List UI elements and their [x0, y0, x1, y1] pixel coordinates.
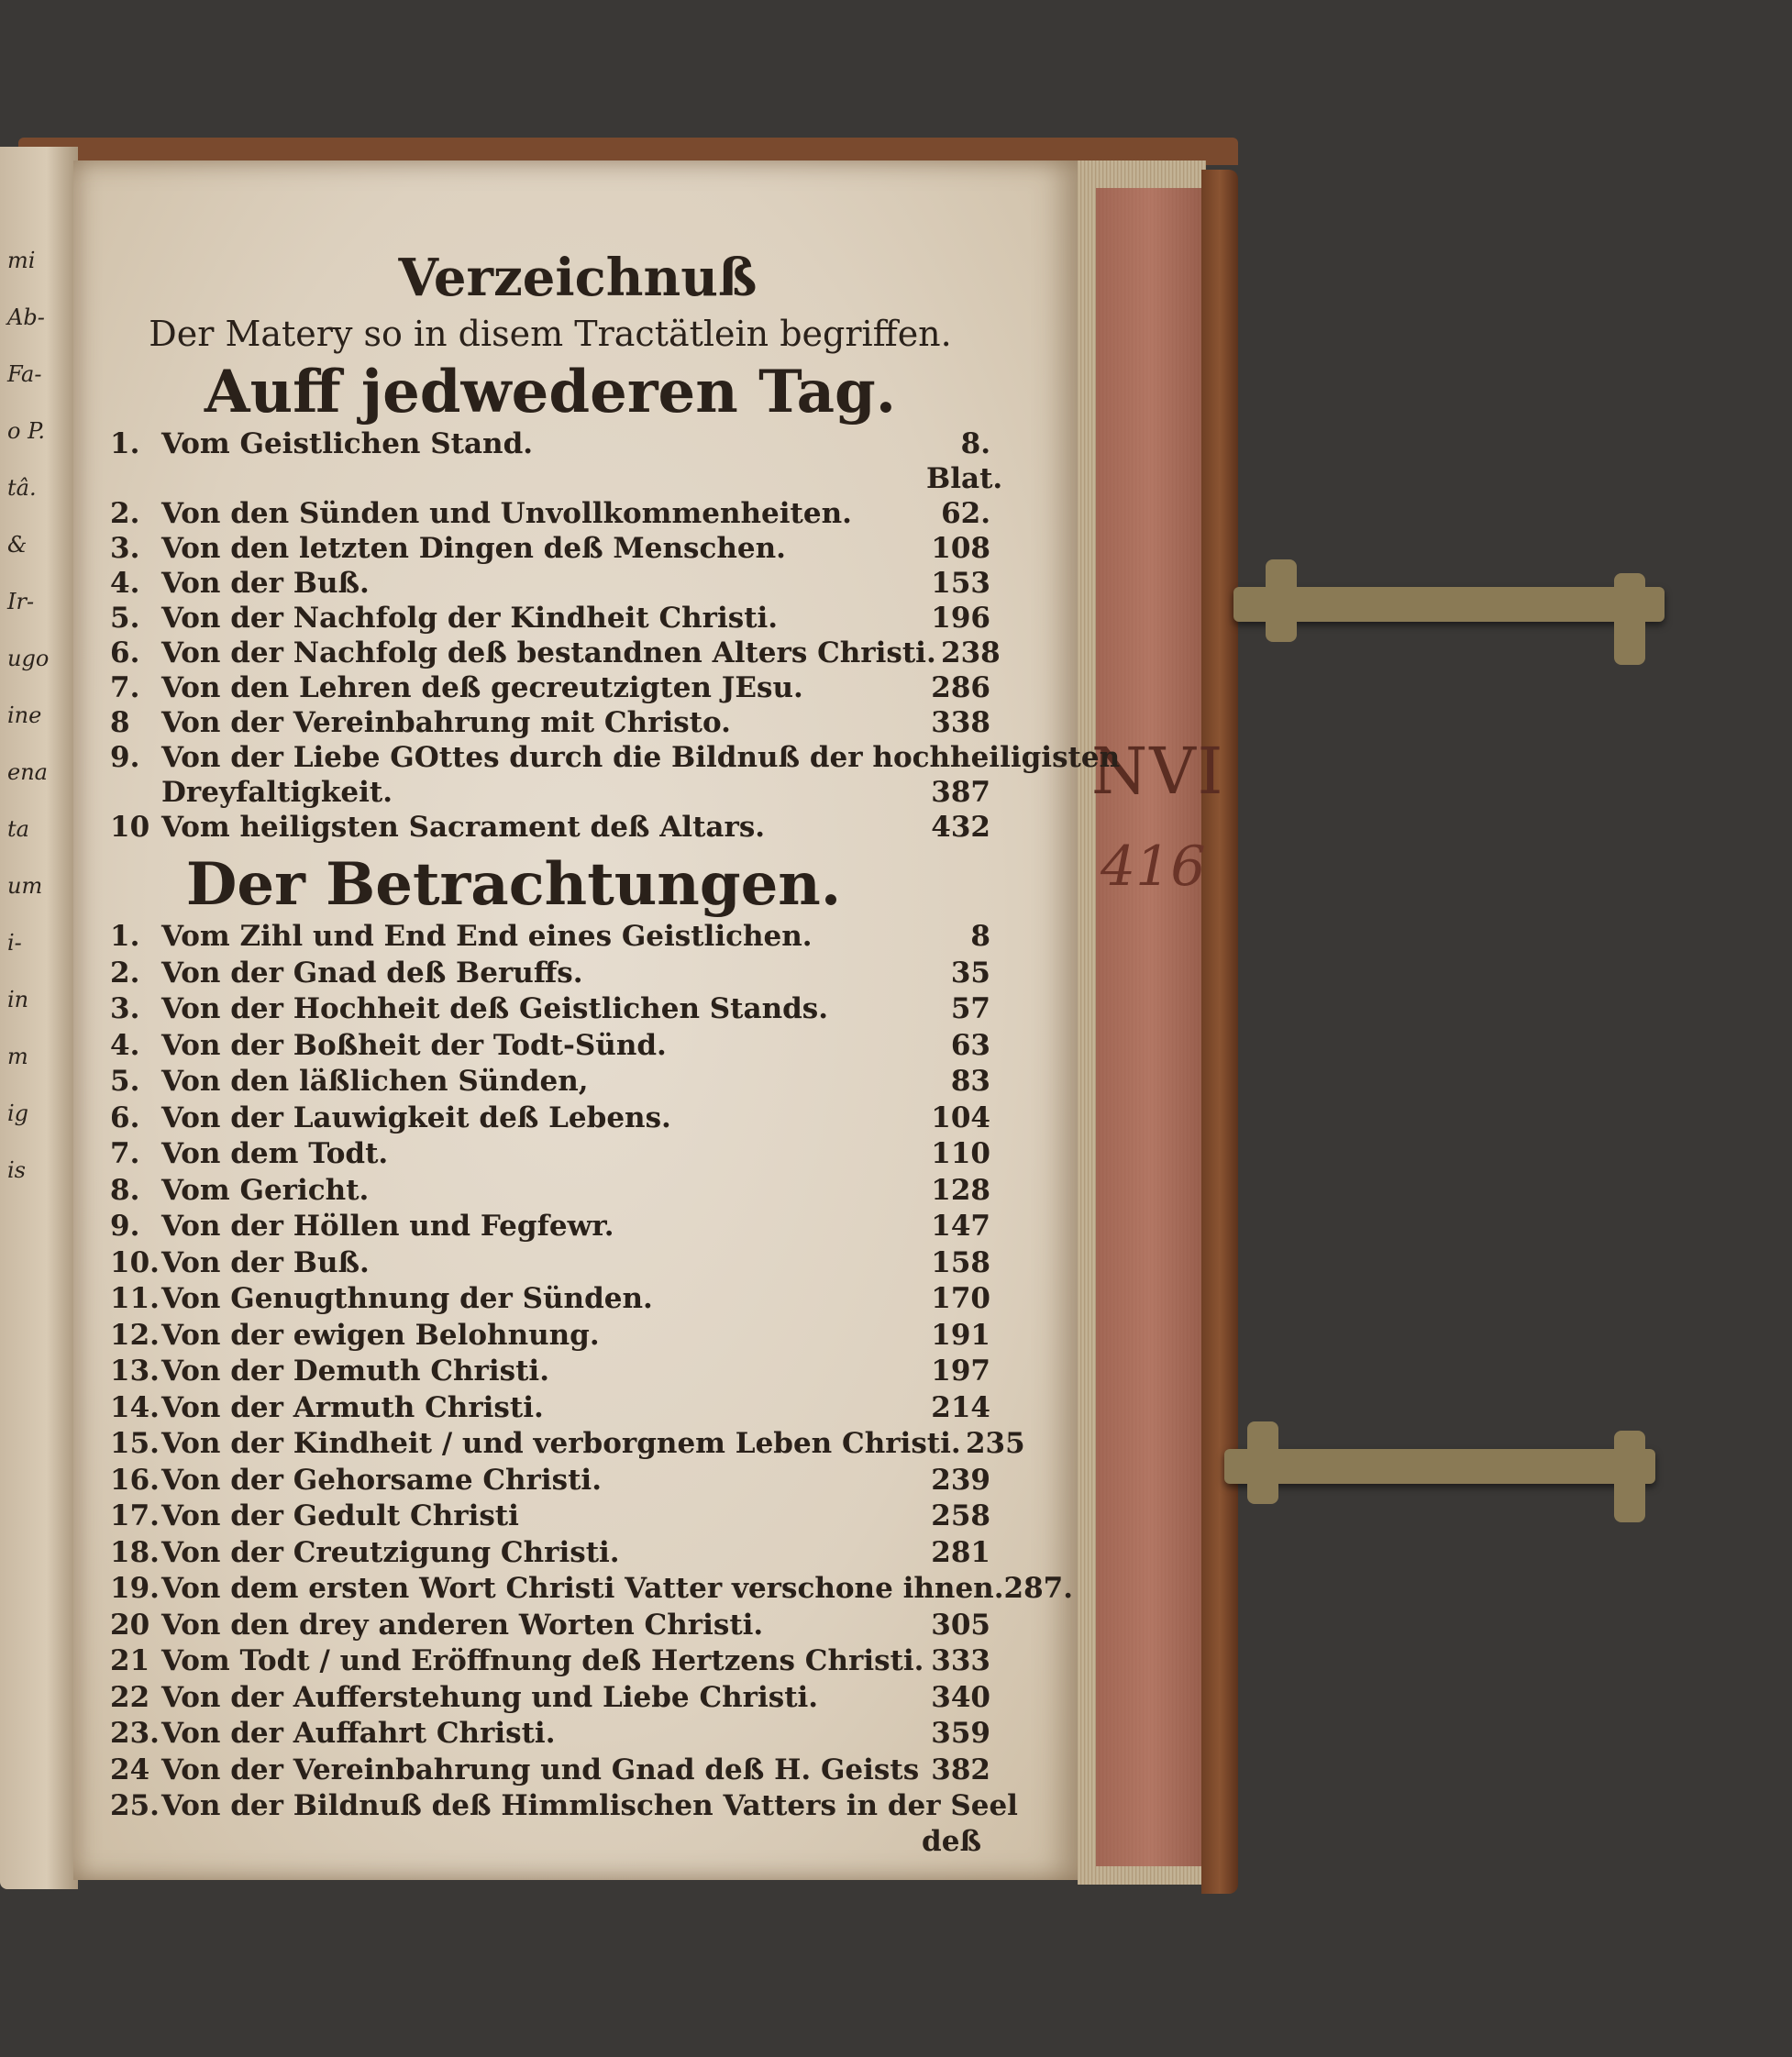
entry-page: 333	[931, 1644, 990, 1677]
entry-title: Vom Geistlichen Stand.	[161, 427, 534, 460]
entry-number: 5.	[110, 602, 140, 635]
index-list-daily	[110, 426, 1121, 845]
entry-page: 8	[970, 920, 990, 953]
entry-page: 359	[931, 1717, 990, 1750]
entry-number: 10.	[110, 1245, 160, 1279]
index-page-content	[110, 248, 1121, 1858]
book-cover-edge	[1201, 170, 1238, 1894]
left-page-fragment: ig	[7, 1100, 29, 1126]
entry-title: Vom Gericht.	[161, 1173, 370, 1207]
entry-number: 14.	[110, 1390, 160, 1424]
entry-title: Von der Vereinbahrung und Gnad deß H. Geists	[161, 1753, 920, 1786]
index-entry	[110, 1680, 990, 1717]
entry-title: Von der Demuth Christi.	[161, 1355, 549, 1388]
entry-page: 305	[931, 1608, 990, 1642]
left-page-fragment: is	[7, 1157, 26, 1183]
index-entry	[110, 991, 990, 1028]
index-entry	[110, 1028, 990, 1065]
entry-number: 1.	[110, 920, 140, 953]
entry-page: 158	[931, 1245, 990, 1279]
entry-number: 3.	[110, 532, 140, 565]
entry-title: Von der Aufferstehung und Liebe Christi.	[161, 1680, 819, 1714]
entry-title: Von der Gnad deß Beruffs.	[161, 956, 583, 990]
entry-page: 83	[950, 1065, 990, 1098]
entry-page	[1018, 1788, 1082, 1825]
entry-number: 10	[110, 811, 150, 844]
entry-page: 57	[950, 992, 990, 1025]
fore-edge-inscription: NVI	[1091, 734, 1225, 809]
entry-page: 128	[931, 1173, 990, 1207]
left-page-edge	[0, 147, 78, 1889]
left-page-fragment: ena	[7, 759, 48, 785]
entry-page: 340	[931, 1680, 990, 1714]
entry-number: 4.	[110, 1028, 140, 1062]
entry-page: 214	[931, 1390, 990, 1424]
index-entry	[110, 1643, 990, 1680]
entry-number: 12.	[110, 1318, 160, 1352]
entry-title: Von der Liebe GOttes durch die Bildnuß der hochheiligisten	[161, 741, 1121, 774]
entry-number: 6.	[110, 636, 140, 669]
index-entry	[110, 1608, 990, 1644]
entry-page: 147	[931, 1210, 990, 1243]
index-entry	[110, 705, 990, 740]
entry-page: 108	[931, 532, 990, 565]
entry-number: 4.	[110, 567, 140, 600]
index-entry	[110, 1136, 990, 1173]
index-entry	[110, 1209, 990, 1245]
index-entry	[110, 636, 1001, 670]
index-entry	[110, 1499, 990, 1535]
index-entry	[110, 1753, 990, 1789]
page-title: Verzeichnuß	[398, 248, 758, 308]
entry-title: Von der Buß.	[161, 567, 370, 600]
index-entry	[110, 775, 990, 810]
entry-page: 196	[931, 602, 990, 635]
left-page-fragment: ugo	[7, 646, 50, 671]
left-page-fragment: Ir-	[7, 589, 35, 614]
left-page-fragment: ine	[7, 702, 42, 728]
index-entry	[110, 496, 990, 531]
entry-title: Von der Nachfolg deß bestandnen Alters Christi.	[161, 636, 936, 669]
entry-title: Von der Hochheit deß Geistlichen Stands.	[161, 992, 829, 1025]
left-page-fragment: um	[7, 873, 43, 899]
entry-page: 35	[950, 956, 990, 990]
entry-title: Vom heiligsten Sacrament deß Altars.	[161, 811, 766, 844]
entry-title: Von der Creutzigung Christi.	[161, 1535, 620, 1569]
entry-page: 191	[931, 1318, 990, 1352]
entry-page: 104	[931, 1100, 990, 1134]
fore-edge-inscription-number: 416	[1101, 835, 1206, 899]
left-page-fragment: o P.	[7, 418, 45, 444]
entry-title: Von den Lehren deß gecreutzigten JEsu.	[161, 671, 803, 704]
entry-number: 7.	[110, 1137, 140, 1170]
section-heading-daily: Auff jedwederen Tag.	[204, 358, 897, 426]
entry-title: Von den Sünden und Unvollkommenheiten.	[161, 497, 852, 530]
entry-number: 21	[110, 1644, 150, 1677]
section-heading-meditations: Der Betrachtungen.	[185, 850, 842, 919]
entry-title: Von der Auffahrt Christi.	[161, 1717, 556, 1750]
entry-number: 5.	[110, 1065, 140, 1098]
entry-page: 387	[931, 776, 990, 809]
left-page-fragment: Fa-	[7, 361, 42, 387]
index-entry	[110, 566, 990, 601]
entry-number: 9.	[110, 741, 140, 774]
entry-title: Von der ewigen Belohnung.	[161, 1318, 600, 1352]
index-entry	[110, 1788, 1018, 1825]
entry-title: Von der Nachfolg der Kindheit Christi.	[161, 602, 779, 635]
entry-title: Von den drey anderen Worten Christi.	[161, 1608, 764, 1642]
index-entry	[110, 601, 990, 636]
index-list-meditations	[110, 919, 1074, 1825]
entry-title: Von der Höllen und Fegfewr.	[161, 1210, 614, 1243]
entry-number: 17.	[110, 1499, 160, 1532]
entry-title: Von dem ersten Wort Christi Vatter verschone ihnen.	[161, 1572, 1004, 1605]
entry-title: Von der Vereinbahrung mit Christo.	[161, 706, 731, 739]
index-entry	[110, 531, 990, 566]
index-entry	[110, 919, 990, 956]
entry-page: 281	[931, 1535, 990, 1569]
entry-page: 258	[931, 1499, 990, 1532]
page-subtitle: Der Matery so in disem Tractätlein begriffen.	[149, 314, 952, 354]
left-page-fragment: ta	[7, 816, 29, 842]
entry-title: Dreyfaltigkeit.	[161, 776, 393, 809]
catchword: deß	[922, 1824, 981, 1858]
entry-number: 19.	[110, 1572, 160, 1605]
entry-title: Von der Lauwigkeit deß Lebens.	[161, 1100, 671, 1134]
entry-page: 382	[931, 1753, 990, 1786]
entry-title: Von den läßlichen Sünden,	[161, 1065, 589, 1098]
entry-number: 9.	[110, 1210, 140, 1243]
index-entry	[110, 1173, 990, 1210]
index-entry	[110, 740, 1121, 775]
index-entry	[110, 1318, 990, 1355]
index-entry	[110, 670, 990, 705]
entry-page: 286	[931, 671, 990, 704]
entry-title: Von dem Todt.	[161, 1137, 389, 1170]
entry-page: 153	[931, 567, 990, 600]
index-entry	[110, 1064, 990, 1100]
index-entry	[110, 1354, 990, 1390]
entry-number: 7.	[110, 671, 140, 704]
entry-page: 239	[931, 1463, 990, 1497]
index-entry	[110, 810, 990, 845]
entry-page: 62.	[941, 497, 990, 530]
entry-title: Von der Gehorsame Christi.	[161, 1463, 603, 1497]
entry-title: Vom Zihl und End End eines Geistlichen.	[161, 920, 813, 953]
entry-title: Von Genugthnung der Sünden.	[161, 1282, 653, 1315]
entry-page: 287.	[1003, 1572, 1074, 1605]
index-entry	[110, 1390, 990, 1427]
entry-number: 20	[110, 1608, 150, 1642]
entry-title: Von der Gedult Christi	[161, 1499, 519, 1532]
left-page-fragment: mi	[7, 248, 36, 273]
entry-number: 13.	[110, 1355, 160, 1388]
index-entry	[110, 956, 990, 992]
entry-number: 16.	[110, 1463, 160, 1497]
entry-number: 6.	[110, 1100, 140, 1134]
index-entry	[110, 1716, 990, 1753]
entry-number: 23.	[110, 1717, 160, 1750]
entry-number: 8.	[110, 1173, 140, 1207]
left-page-fragment: Ab-	[7, 304, 45, 330]
entry-title: Von der Armuth Christi.	[161, 1390, 544, 1424]
left-page-fragment: &	[7, 532, 28, 558]
entry-number: 22	[110, 1680, 150, 1714]
entry-page: 432	[931, 811, 990, 844]
entry-title: Von der Boßheit der Todt-Sünd.	[161, 1028, 667, 1062]
entry-number	[110, 775, 161, 810]
left-page-fragment: tâ.	[7, 475, 37, 501]
left-page-fragment: in	[7, 987, 29, 1012]
entry-number: 25.	[110, 1789, 160, 1822]
index-entry	[110, 1426, 1025, 1463]
red-page-edge	[1096, 188, 1206, 1866]
entry-number: 1.	[110, 427, 140, 460]
entry-page: 170	[931, 1282, 990, 1315]
entry-page: 338	[931, 706, 990, 739]
index-entry	[110, 1571, 1074, 1608]
entry-number: 3.	[110, 992, 140, 1025]
left-page-fragment: i-	[7, 930, 22, 956]
entry-page: 197	[931, 1355, 990, 1388]
entry-number: 15.	[110, 1427, 160, 1460]
entry-number: 11.	[110, 1282, 160, 1315]
index-entry	[110, 1535, 990, 1572]
entry-page: 238	[941, 636, 1001, 669]
entry-number: 18.	[110, 1535, 160, 1569]
left-page-fragment: m	[7, 1044, 28, 1069]
index-entry	[110, 1245, 990, 1282]
entry-page	[1120, 740, 1184, 775]
entry-page: 63	[950, 1028, 990, 1062]
index-entry	[110, 426, 1003, 496]
index-entry	[110, 1281, 990, 1318]
index-entry	[110, 1463, 990, 1499]
entry-number: 8	[110, 706, 130, 739]
entry-page: 8. Blat.	[926, 427, 1003, 495]
entry-page: 110	[931, 1137, 990, 1170]
entry-number: 2.	[110, 497, 140, 530]
index-entry	[110, 1100, 990, 1137]
entry-number: 2.	[110, 956, 140, 990]
entry-page: 235	[965, 1427, 1025, 1460]
entry-title: Von der Buß.	[161, 1245, 370, 1279]
entry-number: 24	[110, 1753, 150, 1786]
entry-title: Von der Bildnuß deß Himmlischen Vatters in der Seel	[161, 1789, 1018, 1822]
entry-title: Von den letzten Dingen deß Menschen.	[161, 532, 786, 565]
entry-title: Vom Todt / und Eröffnung deß Hertzens Christi.	[161, 1644, 924, 1677]
entry-title: Von der Kindheit / und verborgnem Leben Christi.	[161, 1427, 961, 1460]
